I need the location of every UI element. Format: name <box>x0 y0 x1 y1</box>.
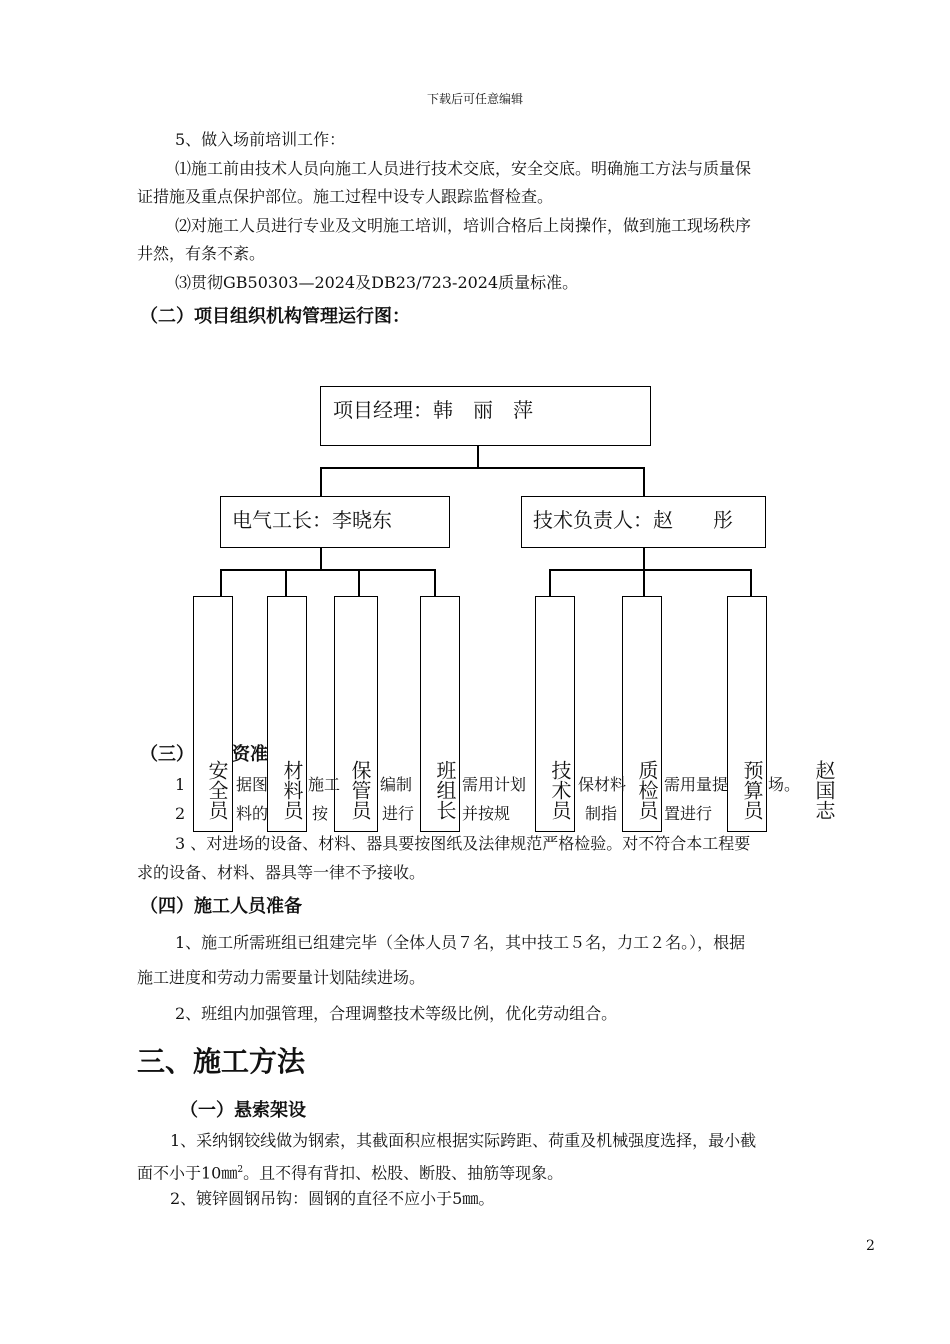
connector <box>643 548 645 570</box>
section3-line1-fragment: 编制 <box>380 775 413 794</box>
section3-line1-fragment: 保材料 <box>578 775 627 794</box>
chapter3-subheading: （一）悬索架设 <box>180 1100 306 1121</box>
section4-item1-line1: 1、施工所需班组已组建完毕（全体人员７名，其中技工５名，力工２名。），根据 <box>175 933 746 952</box>
section3-line3-1: 3 、对进场的设备、材料、器具要按图纸及法律规范严格检验。对不符合本工程要 <box>175 834 751 853</box>
section5-item1-line2: 证措施及重点保护部位。施工过程中设专人跟踪监督检查。 <box>137 187 554 206</box>
connector <box>477 446 479 468</box>
section3-line1-fragment: 场。 <box>768 775 801 794</box>
section3-line2-fragment: 制指 <box>585 804 618 823</box>
org-electrical-foreman-label: 电气工长：李晓东 <box>232 508 392 532</box>
connector <box>549 569 551 596</box>
section4-item2: 2、班组内加强管理，合理调整技术等级比例，优化劳动组合。 <box>175 1004 618 1023</box>
section5-title: 5、做入场前培训工作： <box>175 130 346 149</box>
section5-item2-line2: 井然，有条不紊。 <box>137 244 266 263</box>
section3-line3-2: 求的设备、材料、器具等一律不予接收。 <box>137 863 426 882</box>
connector <box>750 569 752 596</box>
section3-line2-fragment: 置进行 <box>664 804 713 823</box>
org-leaf-storekeeper: 保管员 <box>348 760 372 820</box>
org-extra-name: 赵国志 <box>812 760 836 820</box>
section3-line1-fragment: 需用量提 <box>664 775 729 794</box>
page-number: 2 <box>866 1238 875 1254</box>
chapter3-title: 三、施工方法 <box>137 1045 306 1078</box>
chapter3-item1-line2: 面不小于10㎜$^2$。且不得有背扣、松股、断股、抽筋等现象。 <box>137 1163 564 1183</box>
connector <box>358 569 360 596</box>
chapter3-item2: 2、镀锌圆钢吊钩：圆钢的直径不应小于5㎜。 <box>170 1189 495 1208</box>
section3-line2-fragment: 并按规 <box>462 804 511 823</box>
org-leaf-materials-clerk: 材料员 <box>280 760 304 820</box>
org-leaf-budget-officer: 预算员 <box>740 760 764 820</box>
section3-line2-fragment: 料的 <box>236 804 269 823</box>
page-header-note: 下载后可任意编辑 <box>426 92 523 106</box>
section5-item3: ⑶贯彻GB50303—2024及DB23/723-2024质量标准。 <box>175 273 579 292</box>
section3-line2-fragment: 进行 <box>382 804 415 823</box>
connector <box>220 569 222 596</box>
connector <box>320 467 322 497</box>
connector <box>434 569 436 596</box>
section4-item1-line2: 施工进度和劳动力需要量计划陆续进场。 <box>137 968 426 987</box>
section3-line2-fragment: 2 <box>175 804 186 823</box>
section3-heading-word: 资准 <box>232 744 268 765</box>
section4-heading: （四）施工人员准备 <box>140 896 302 917</box>
org-chart-heading: （二）项目组织机构管理运行图： <box>140 306 410 327</box>
connector <box>643 569 645 596</box>
connector <box>285 569 287 596</box>
section3-line2-fragment: 按 <box>312 804 329 823</box>
chapter3-item1-line1: 1、采纳钢铰线做为钢索，其截面积应根据实际跨距、荷重及机械强度选择，最小截 <box>170 1131 757 1150</box>
section3-heading-prefix: （三） <box>140 744 194 765</box>
org-technical-lead-label: 技术负责人：赵 彤 <box>533 508 733 532</box>
connector <box>320 548 322 570</box>
section3-line1-fragment: 1 <box>175 775 186 794</box>
org-leaf-quality-inspector: 质检员 <box>635 760 659 820</box>
section5-item1-line1: ⑴施工前由技术人员向施工人员进行技术交底，安全交底。明确施工方法与质量保 <box>175 159 752 178</box>
section5-item2-line1: ⑵对施工人员进行专业及文明施工培训，培训合格后上岗操作，做到施工现场秩序 <box>175 216 752 235</box>
connector <box>643 467 645 497</box>
section3-line1-fragment: 施工 <box>308 775 341 794</box>
org-leaf-technician: 技术员 <box>548 760 572 820</box>
section3-line1-fragment: 需用计划 <box>462 775 527 794</box>
section3-line1-fragment: 据图 <box>236 775 269 794</box>
org-leaf-safety-officer: 安全员 <box>205 760 229 820</box>
connector <box>320 467 644 469</box>
connector <box>549 569 751 571</box>
org-leaf-team-leader: 班组长 <box>433 760 457 820</box>
connector <box>220 569 435 571</box>
org-manager-label: 项目经理：韩 丽 萍 <box>333 398 533 422</box>
